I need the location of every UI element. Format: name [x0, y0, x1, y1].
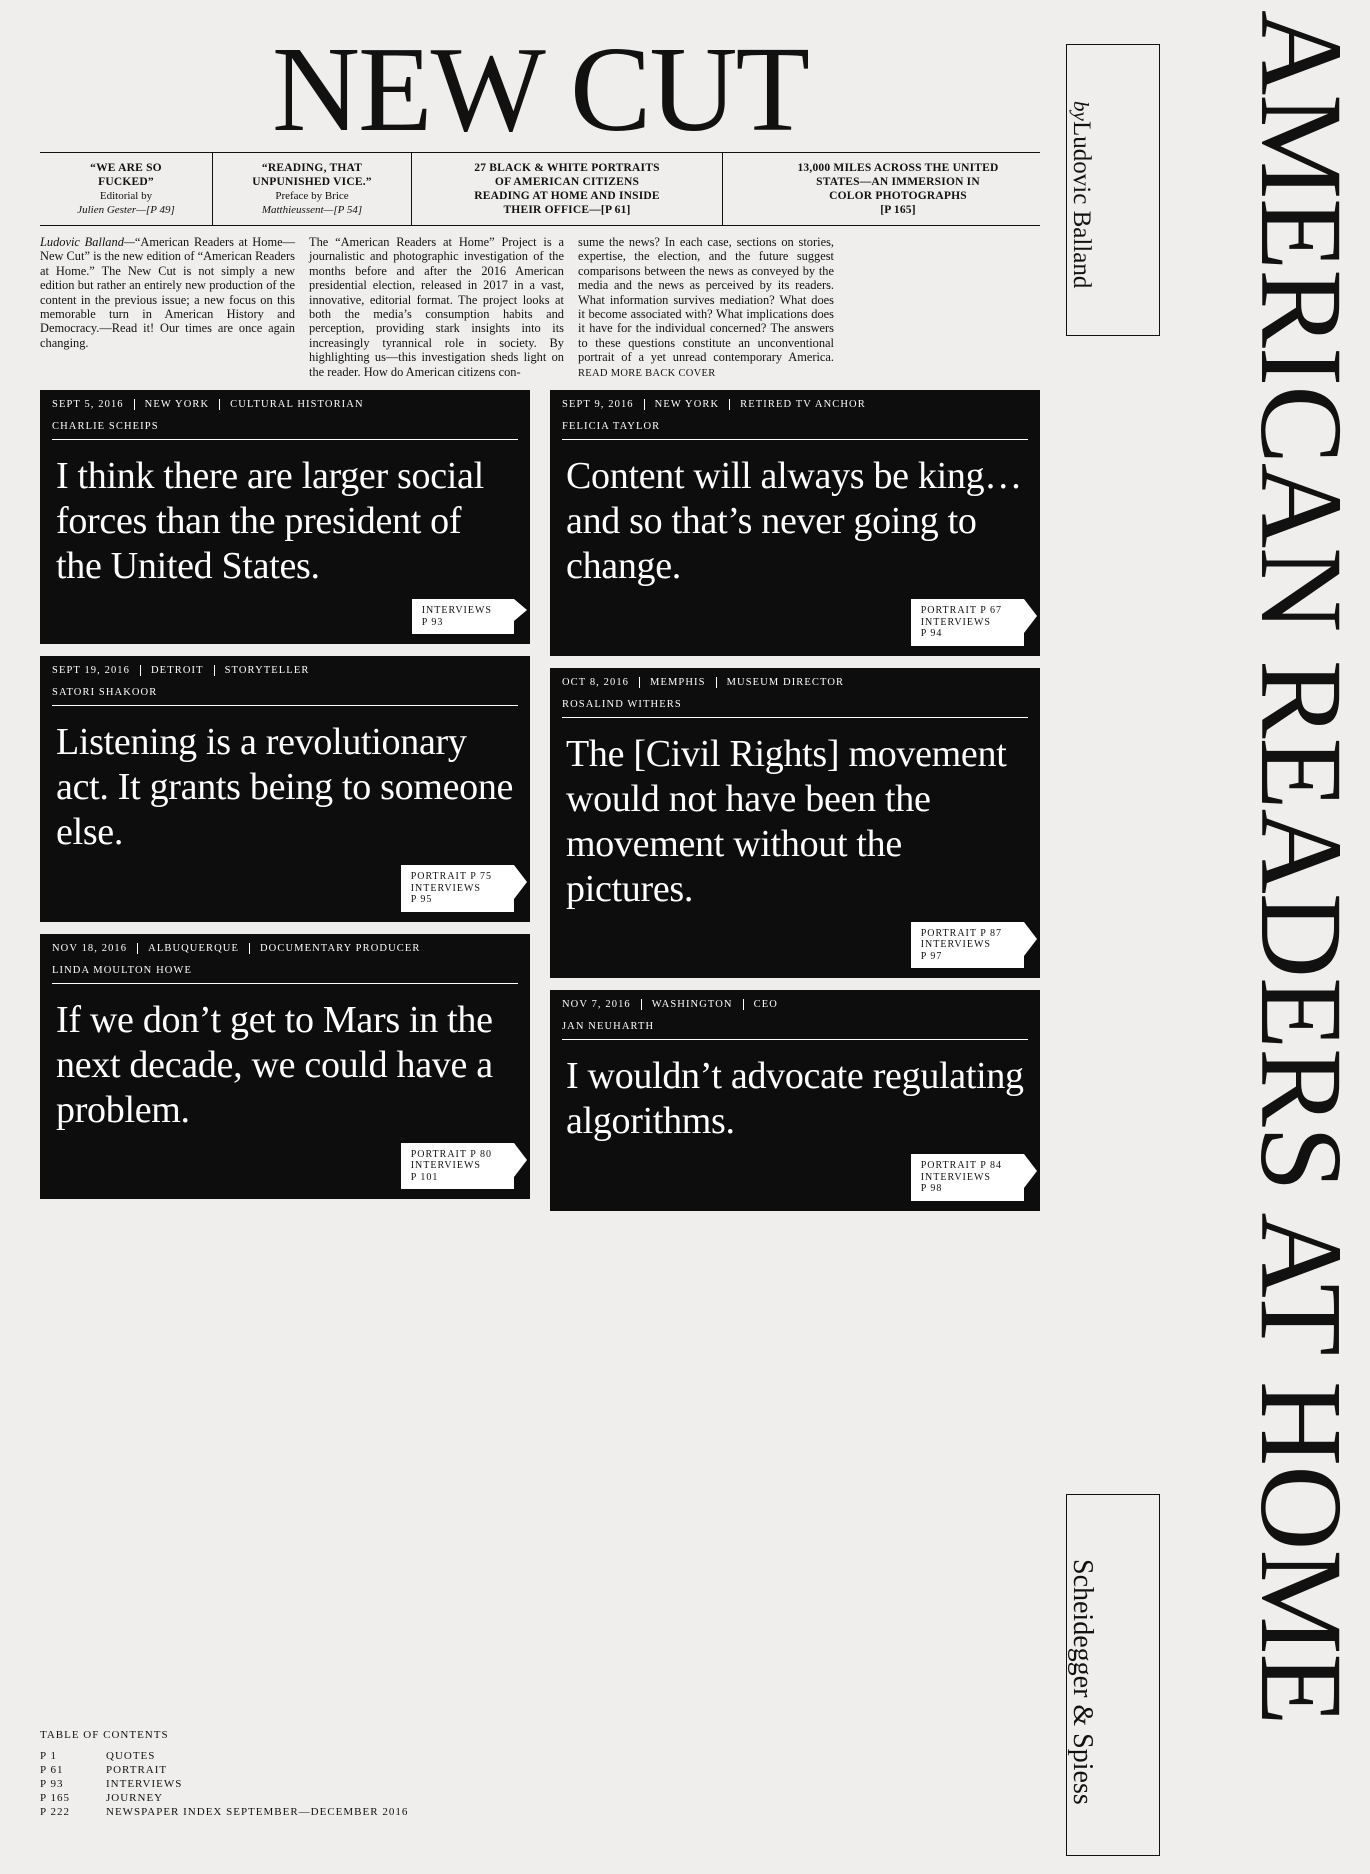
- card-quote: If we don’t get to Mars in the next decade, we could have a problem.: [56, 998, 493, 1131]
- card-role: RETIRED TV ANCHOR: [740, 399, 866, 410]
- intro-body-2: The “American Readers at Home” Project is a journalistic and photographic investigation of the months before and after the 2016 American presidential election, released in 2017 in a vast, innovative, editorial format. The project looks at both the media’s consumption habits and perception, providing stark insights into its increasingly tyrannical role in society. By highlighting us—this investigation sheds light on the reader. How do American citizens con-: [309, 235, 564, 379]
- quote-card[interactable]: [40, 656, 530, 922]
- toc-label: INTERVIEWS: [106, 1778, 183, 1790]
- blurb-journey: [723, 153, 1073, 225]
- card-reference-tag[interactable]: [911, 1154, 1024, 1201]
- card-tag-wrap: [550, 918, 1040, 969]
- tag-line-1: PORTRAIT P 75: [410, 871, 492, 882]
- blurb-line-2: STATES—AN IMMERSION IN: [816, 176, 980, 188]
- toc-page: P 61: [40, 1764, 64, 1776]
- series-title: AMERICAN READERS AT HOME: [1236, 10, 1367, 1725]
- card-quote: Listening is a revolutionary act. It grants being to someone else.: [56, 721, 514, 853]
- blurb-editorial: [40, 153, 213, 225]
- publisher-name: Scheidegger & Spiess: [1067, 1559, 1098, 1805]
- card-tag-wrap: [550, 1150, 1040, 1201]
- quote-column-left: [40, 390, 530, 1211]
- page-title: NEW CUT: [271, 22, 809, 157]
- blurb-line-1: 13,000 MILES ACROSS THE UNITED: [797, 162, 999, 174]
- blurb-line-3: Preface by Brice: [275, 190, 349, 202]
- toc-page: P 1: [40, 1750, 57, 1762]
- quote-card[interactable]: [550, 668, 1040, 979]
- card-place: DETROIT: [141, 665, 215, 676]
- toc-label: JOURNEY: [106, 1792, 164, 1804]
- tag-line-1: PORTRAIT P 84: [920, 1160, 1002, 1171]
- tag-line-1: PORTRAIT P 80: [410, 1148, 492, 1160]
- tag-line-3: P 95: [410, 894, 433, 905]
- blurb-line-4: [P 165]: [880, 204, 916, 216]
- tag-line-3: P 94: [920, 628, 943, 639]
- card-role: DOCUMENTARY PRODUCER: [260, 942, 421, 954]
- toc-page: P 222: [40, 1806, 70, 1818]
- card-role: MUSEUM DIRECTOR: [726, 676, 845, 688]
- toc-title: TABLE OF CONTENTS: [40, 1729, 169, 1741]
- quote-column-right: [550, 390, 1040, 1223]
- blurb-line-1: “WE ARE SO: [90, 162, 162, 174]
- blurb-line-1: 27 BLACK & WHITE PORTRAITS: [474, 162, 660, 174]
- toc-label: NEWSPAPER INDEX SEPTEMBER—DECEMBER 2016: [106, 1806, 409, 1818]
- tag-line-2: INTERVIEWS: [410, 882, 481, 894]
- intro-text: [40, 235, 1040, 391]
- card-quote: I think there are larger social forces than the president of the United States.: [56, 455, 484, 587]
- card-date: SEPT 19, 2016: [52, 665, 141, 676]
- card-name: ROSALIND WITHERS: [562, 695, 1028, 718]
- card-place: NEW YORK: [135, 399, 221, 410]
- card-role: STORYTELLER: [224, 665, 310, 676]
- quote-card[interactable]: [550, 390, 1040, 656]
- card-reference-tag[interactable]: [401, 865, 514, 912]
- card-tag-wrap: [40, 1139, 530, 1190]
- card-place: NEW YORK: [645, 399, 731, 410]
- blurb-row: [40, 152, 1040, 226]
- blurb-line-3: Editorial by: [99, 190, 153, 202]
- blurb-line-4: THEIR OFFICE—[P 61]: [503, 204, 631, 216]
- intro-column-1: [40, 235, 295, 381]
- intro-body-1: “American Readers at Home—New Cut” is the new edition of “American Readers at Home.” The New Cut is not simply a new edition but rather an entirely new production of the content in the previous issue; a new focus on this memorable turn in American History and Democracy.—Read it! Our times are once again changing.: [40, 235, 295, 350]
- card-role: CULTURAL HISTORIAN: [230, 399, 364, 410]
- blurb-line-3: COLOR PHOTOGRAPHS: [829, 190, 967, 202]
- blurb-line-3: READING AT HOME AND INSIDE: [474, 190, 660, 202]
- quote-card[interactable]: [40, 390, 530, 644]
- author-name: Ludovic Balland: [1068, 121, 1095, 289]
- toc-label: PORTRAIT: [106, 1764, 168, 1776]
- blurb-line-4: Julien Gester—[P 49]: [77, 204, 175, 216]
- card-name: LINDA MOULTON HOWE: [52, 961, 518, 984]
- right-rail: [1060, 0, 1370, 1874]
- toc-row[interactable]: [40, 1791, 510, 1805]
- card-role: CEO: [753, 999, 778, 1010]
- card-date: NOV 18, 2016: [52, 943, 138, 954]
- card-meta: [40, 656, 530, 683]
- blurb-preface: [213, 153, 412, 225]
- back-cover-note: READ MORE BACK COVER: [578, 367, 716, 379]
- toc-row[interactable]: [40, 1763, 510, 1777]
- card-reference-tag[interactable]: [412, 599, 514, 634]
- toc-row[interactable]: [40, 1777, 510, 1791]
- blurb-line-1: “READING, THAT: [261, 162, 363, 174]
- card-reference-tag[interactable]: [401, 1143, 514, 1190]
- card-meta: [550, 390, 1040, 417]
- card-meta: [550, 990, 1040, 1017]
- card-tag-wrap: [40, 595, 530, 634]
- toc-row[interactable]: [40, 1749, 510, 1763]
- card-place: ALBUQUERQUE: [138, 943, 250, 954]
- card-name: CHARLIE SCHEIPS: [52, 417, 518, 440]
- tag-line-1: PORTRAIT P 87: [920, 927, 1002, 939]
- tag-line-2: P 93: [421, 616, 444, 628]
- toc-row[interactable]: [40, 1805, 510, 1819]
- card-quote: I wouldn’t advocate regulating algorithms.: [566, 1055, 1024, 1142]
- card-name: JAN NEUHARTH: [562, 1017, 1028, 1040]
- intro-lead: Ludovic Balland—: [40, 235, 135, 249]
- card-date: SEPT 5, 2016: [52, 399, 135, 410]
- card-meta: [40, 390, 530, 417]
- tag-line-2: INTERVIEWS: [920, 616, 991, 628]
- card-quote: Content will always be king… and so that’s never going to change.: [566, 455, 1022, 587]
- quote-card[interactable]: [40, 934, 530, 1200]
- tag-line-1: PORTRAIT P 67: [920, 605, 1002, 616]
- card-place: MEMPHIS: [640, 677, 717, 688]
- publisher-box: [1066, 1494, 1160, 1856]
- blurb-line-2: FUCKED”: [98, 176, 154, 188]
- main-column: [40, 22, 1040, 391]
- table-of-contents: [40, 1728, 510, 1819]
- card-name: FELICIA TAYLOR: [562, 417, 1028, 440]
- quote-card[interactable]: [550, 990, 1040, 1211]
- toc-page: P 165: [40, 1792, 70, 1804]
- card-name: SATORI SHAKOOR: [52, 683, 518, 706]
- blurb-line-4: Matthieussent—[P 54]: [261, 204, 363, 216]
- tag-line-3: P 97: [920, 950, 943, 962]
- card-meta: [550, 668, 1040, 695]
- author-box: [1066, 44, 1160, 336]
- card-quote: The [Civil Rights] movement would not have been the movement without the pictures.: [566, 732, 1007, 910]
- toc-page: P 93: [40, 1778, 64, 1790]
- card-date: OCT 8, 2016: [562, 677, 640, 688]
- card-place: WASHINGTON: [642, 999, 744, 1010]
- tag-line-2: INTERVIEWS: [920, 939, 991, 950]
- card-meta: [40, 934, 530, 961]
- intro-body-3: sume the news? In each case, sections on stories, expertise, the election, and the future suggest comparisons between the news as conveyed by the media and the news as perceived by its readers. What information survives mediation? What does it become associated with? What implications does it have for the individual concerned? The answers to these questions constitute an unconventional portrait of a yet unread contemporary America.: [578, 235, 834, 365]
- tag-line-3: P 101: [410, 1171, 439, 1183]
- card-reference-tag[interactable]: [911, 922, 1024, 969]
- blurb-portraits: [412, 153, 723, 225]
- author-by-label: by: [1069, 101, 1093, 122]
- tag-line-2: INTERVIEWS: [920, 1171, 991, 1183]
- tag-line-2: INTERVIEWS: [410, 1160, 481, 1171]
- blurb-line-2: UNPUNISHED VICE.”: [252, 176, 372, 188]
- blurb-line-2: OF AMERICAN CITIZENS: [494, 176, 640, 188]
- tag-line-1: INTERVIEWS: [421, 605, 492, 616]
- card-reference-tag[interactable]: [911, 599, 1024, 646]
- card-date: NOV 7, 2016: [562, 999, 642, 1010]
- toc-label: QUOTES: [106, 1750, 156, 1762]
- card-tag-wrap: [550, 595, 1040, 646]
- card-tag-wrap: [40, 861, 530, 912]
- intro-column-2: [309, 235, 564, 381]
- intro-column-3: [578, 235, 834, 381]
- tag-line-3: P 98: [920, 1183, 943, 1194]
- card-date: SEPT 9, 2016: [562, 399, 645, 410]
